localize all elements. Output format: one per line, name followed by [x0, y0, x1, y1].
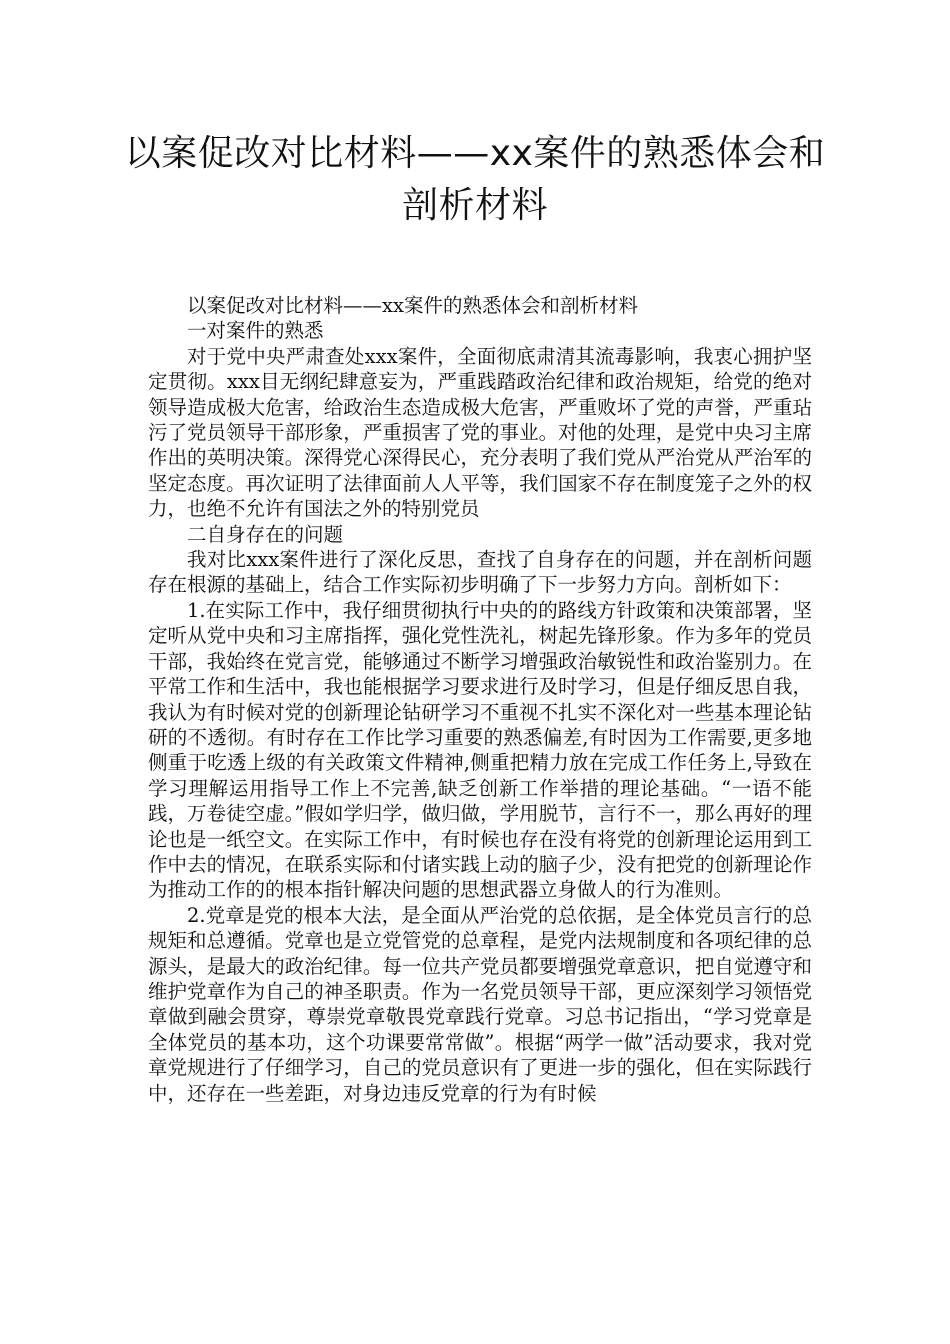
- section-heading-2: 二自身存在的问题: [187, 522, 344, 546]
- body-paragraph: 2.党章是党的根本大法，是全面从严治党的总依据，是全体党员言行的总规矩和总遵循。党章也是立党管党的总章程，是党内法规制度和各项纪律的总源头，是最大的政治纪律。每一位共产党员都要增强党章意识，把自觉遵守和维护党章作为自己的神圣职责。作为一名党员领导干部，更应深刻学习领悟党章做到融会贯穿，尊崇党章敬畏党章践行党章。习总书记指出，“学习党章是全体党员的基本功，这个功课要常常做”。根据“两学一做”活动要求，我对党章党规进行了仔细学习，自己的党员意识有了更进一步的强化，但在实际践行中，还存在一些差距，对身边违反党章的行为有时候: [148, 903, 812, 1105]
- document-title: 以案促改对比材料——xx案件的熟悉体会和剖析材料: [124, 133, 826, 226]
- body-paragraph: 1.在实际工作中，我仔细贯彻执行中央的的路线方针政策和决策部署，坚定听从党中央和习主席指挥，强化党性洗礼，树起先锋形象。作为多年的党员干部，我始终在党言党，能够通过不断学习增强政治敏锐性和政治鉴别力。在平常工作和生活中，我也能根据学习要求进行及时学习，但是仔细反思自我，我认为有时候对党的创新理论钻研学习不重视不扎实不深化对一些基本理论钻研的不透彻。有时存在工作比学习重要的熟悉偏差,有时因为工作需要,更多地侧重于吃透上级的有关政策文件精神,侧重把精力放在完成工作任务上,导致在学习理解运用指导工作上不完善,缺乏创新工作举措的理论基础。“一语不能践，万卷徒空虚。”假如学归学，做归做，学用脱节，言行不一，那么再好的理论也是一纸空文。在实际工作中，有时候也存在没有将党的创新理论运用到工作中去的情况，在联系实际和付诸实践上动的脑子少，没有把党的创新理论作为推动工作的的根本指针解决问题的思想武器立身做人的行为准则。: [148, 598, 812, 902]
- body-paragraph: 我对比xxx案件进行了深化反思，查找了自身存在的问题，并在剖析问题存在根源的基础上，结合工作实际初步明确了下一步努力方向。剖析如下：: [148, 548, 812, 597]
- section-heading-1: 一对案件的熟悉: [187, 319, 324, 343]
- body-paragraph-subtitle: 以案促改对比材料——xx案件的熟悉体会和剖析材料: [187, 294, 638, 317]
- body-paragraph: 对于党中央严肃查处xxx案件，全面彻底肃清其流毒影响，我衷心拥护坚定贯彻。xxx目无纲纪肆意妄为，严重践踏政治纪律和政治规矩，给党的绝对领导造成极大危害，给政治生态造成极大危害，严重败坏了党的声誉，严重玷污了党员领导干部形象，严重损害了党的事业。对他的处理，是党中央习主席作出的英明决策。深得党心深得民心，充分表明了我们党从严治党从严治军的坚定态度。再次证明了法律面前人人平等，我们国家不存在制度笼子之外的权力，也绝不允许有国法之外的特别党员: [148, 344, 812, 521]
- document-body: [148, 293, 812, 1106]
